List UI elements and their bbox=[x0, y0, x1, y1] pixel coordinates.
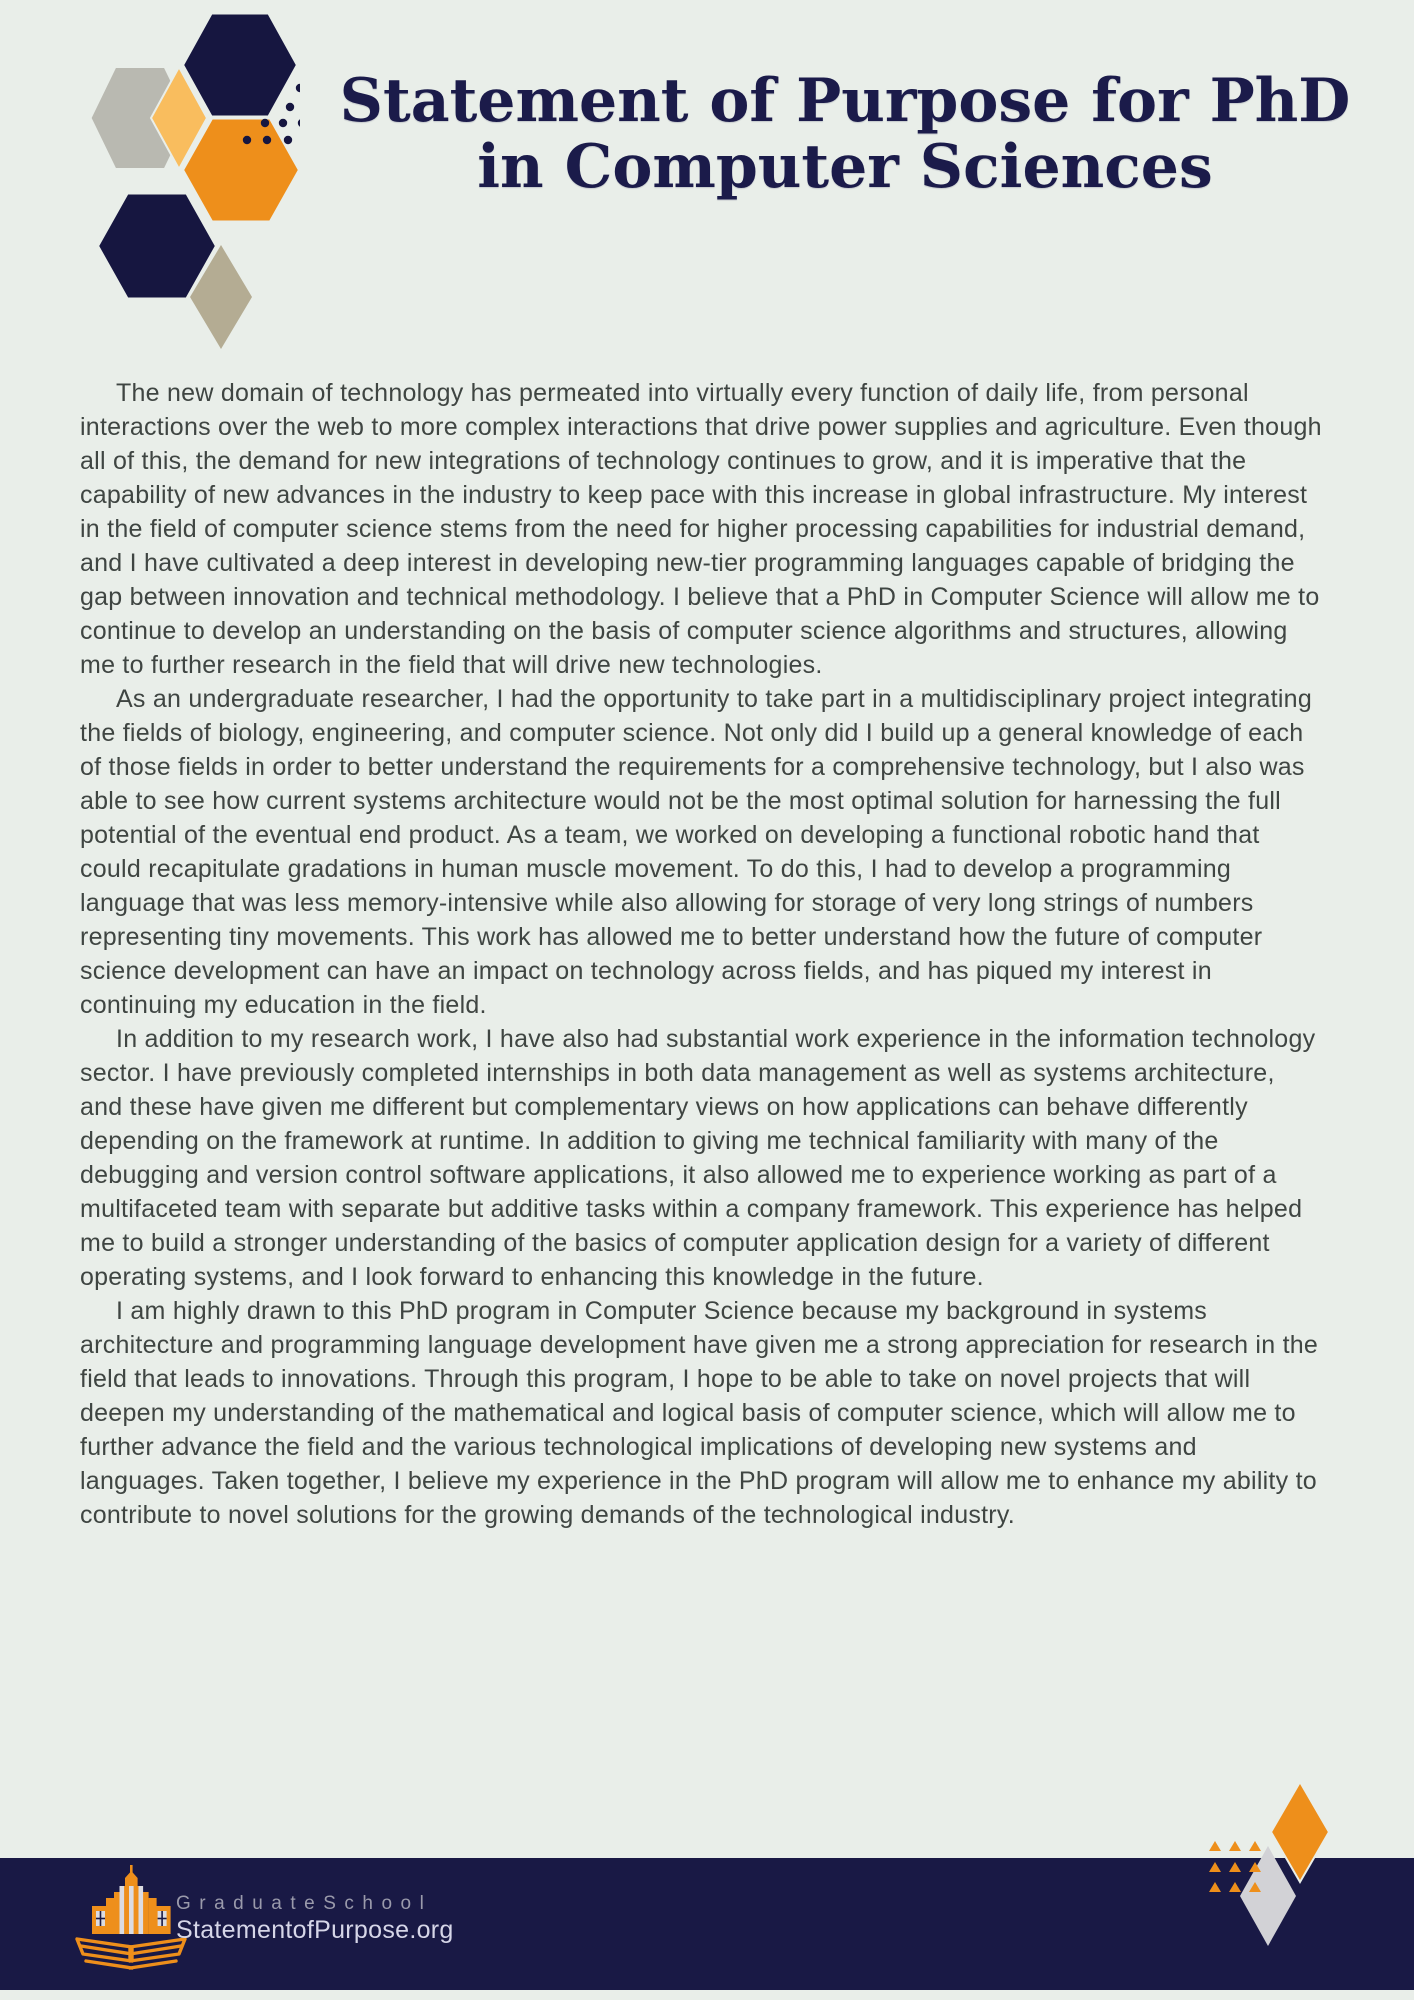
sop-paragraph-3: In addition to my research work, I have also had substantial work experience in the information technology sector. I have previously completed internships in both data management as well as systems architecture, and these have given me different but complementary views on how applications can behave differently depending on the framework at runtime. In addition to giving me technical familiarity with many of the debugging and version control software applications, it also allowed me to experience working as part of a multifaceted team with separate but additive tasks within a company framework. This experience has helped me to build a stronger understanding of the basics of computer application design for a variety of different operating systems, and I look forward to enhancing this knowledge in the future. bbox=[80, 1025, 1316, 1291]
page-title-line2: in Computer Sciences bbox=[477, 132, 1213, 202]
page-title bbox=[290, 68, 1400, 200]
sop-paragraph-4: I am highly drawn to this PhD program in Computer Science because my background in systems architecture and programming language development have given me a strong appreciation for research in the field that leads to innovations. Through this program, I hope to be able to take on novel projects that will deepen my understanding of the mathematical and logical basis of computer science, which will allow me to further advance the field and the various technological implications of developing new systems and languages. Taken together, I believe my experience in the PhD program will allow me to enhance my ability to contribute to novel solutions for the growing demands of the technological industry. bbox=[80, 1297, 1319, 1529]
sop-paragraph-1: The new domain of technology has permeated into virtually every function of daily life, from personal interactions over the web to more complex interactions that drive power supplies and agriculture. Even though all of this, the demand for new integrations of technology continues to grow, and it is imperative that the capability of new advances in the industry to keep pace with this increase in global infrastructure. My interest in the field of computer science stems from the need for higher processing capabilities for industrial demand, and I have cultivated a deep interest in developing new-tier programming languages capable of bridging the gap between innovation and technical methodology. I believe that a PhD in Computer Science will allow me to continue to develop an understanding on the basis of computer science algorithms and structures, allowing me to further research in the field that will drive new technologies. bbox=[80, 379, 1322, 679]
orange-hexagon-shape bbox=[183, 118, 300, 222]
diamond-triangles-decor-icon bbox=[1203, 1778, 1335, 1950]
brand-site: StatementofPurpose.org bbox=[176, 1916, 454, 1944]
footer-bar bbox=[0, 1858, 1414, 1990]
sop-paragraph-2: As an undergraduate researcher, I had the opportunity to take part in a multidisciplinary project integrating the fields of biology, engineering, and computer science. Not only did I build up a general knowledge of each of those fields in order to better understand the requirements for a comprehensive technology, but I also was able to see how current systems architecture would not be the most optimal solution for harnessing the full potential of the eventual end product. As a team, we worked on developing a functional robotic hand that could recapitulate gradations in human muscle movement. To do this, I had to develop a programming language that was less memory-intensive while also allowing for storage of very long strings of numbers representing tiny movements. This work has allowed me to better understand how the future of computer science development can have an impact on technology across fields, and has piqued my interest in continuing my education in the field. bbox=[80, 685, 1312, 1019]
window-right bbox=[158, 1911, 167, 1926]
page-title-line1: Statement of Purpose for PhD bbox=[339, 66, 1351, 136]
window-left bbox=[96, 1911, 105, 1926]
building-shape bbox=[92, 1865, 171, 1934]
brand-name: GraduateSchool bbox=[176, 1893, 433, 1914]
sop-body bbox=[80, 376, 1322, 1532]
open-book-shape bbox=[77, 1939, 185, 1968]
navy-hexagon-top-shape bbox=[183, 13, 298, 117]
brand-block bbox=[176, 1892, 454, 1944]
hexagon-cluster-icon bbox=[40, 0, 300, 360]
